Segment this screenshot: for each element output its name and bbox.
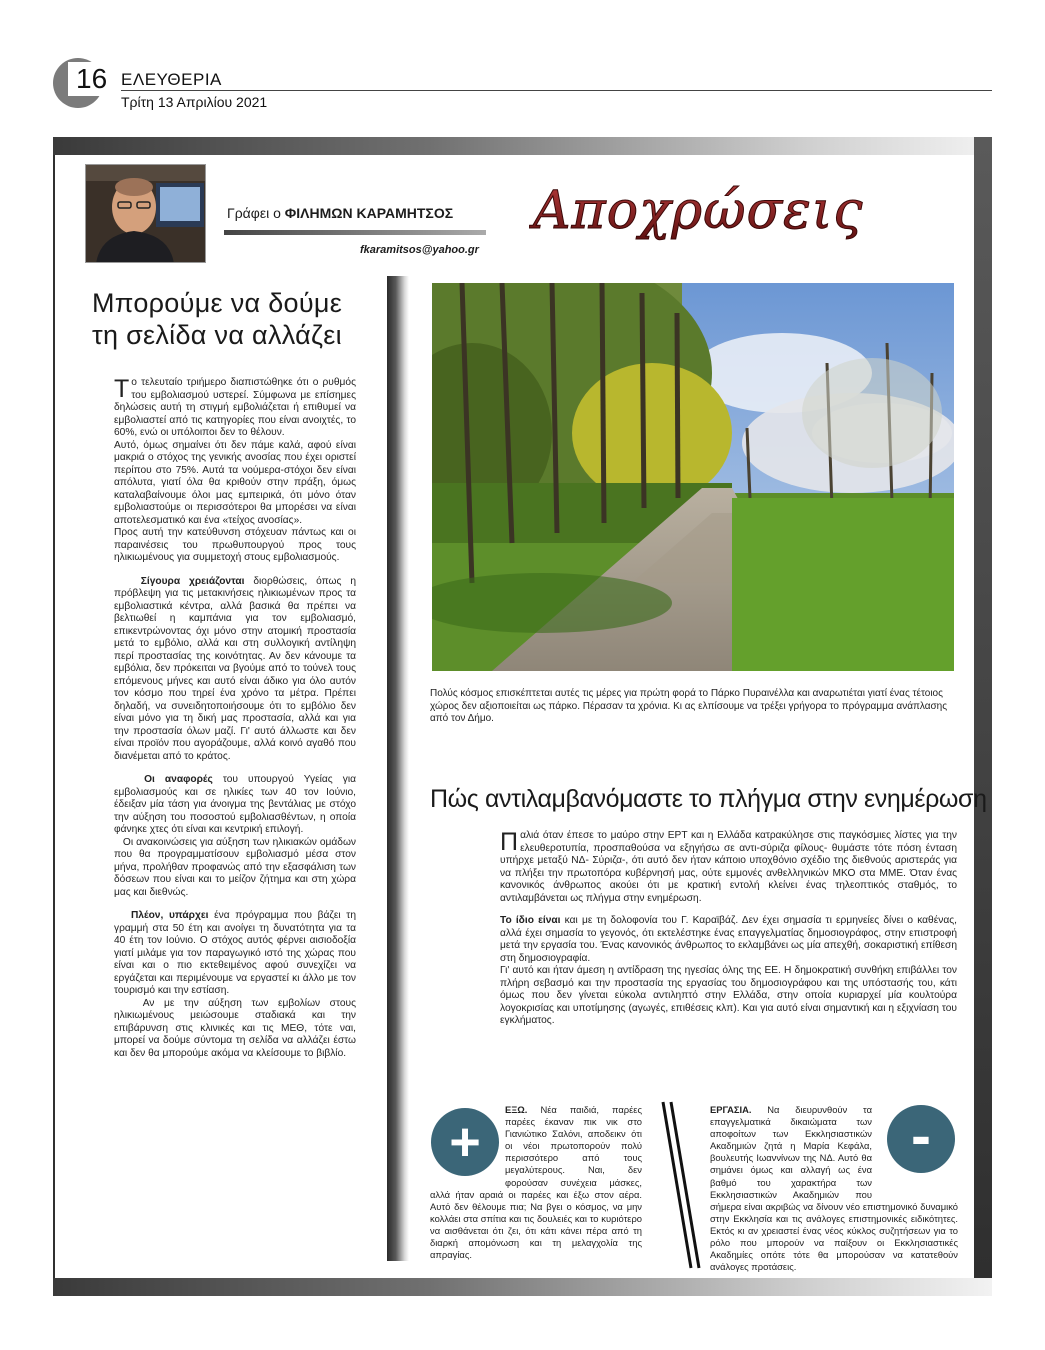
minus-icon: - xyxy=(911,1102,931,1169)
article2-title: Πώς αντιλαμβανόμαστε το πλήγμα στην ενημέρωση xyxy=(430,785,987,813)
double-slash-divider xyxy=(655,1100,705,1270)
drop-cap: Τ xyxy=(114,375,130,403)
con-note: ΕΡΓΑΣΙΑ. Να διευρυνθούν τα επαγγελματικά δικαιώματα των αποφοίτων των Εκκλησιαστικών Ακαδημιών ζητά η Μαρία Κεφάλα, βουλευτής Ιωαννίνων της ΝΔ. Αυτό θα σημάνει όμως και αλλαγή ως ένα βαθμό του χαρακτήρα των Εκκλησιαστικών Ακαδημιών που σήμερα είναι ακριβώς να δίνουν νέο επιστημονικό δυναμικό στην Εκκλησία και τις ανάλογες επιστημονικές ειδικότητες. Εκτός κι αν χρειαστεί ένας νέος κύκλος συζητήσεων για το ρόλο που μπορούν να παίξουν οι Εκκλησιαστικές Ακαδημίες οπότε τότε θα μπορούσαν να κατατεθούν ανάλογες προτάσεις. xyxy=(710,1104,958,1273)
right-border xyxy=(974,137,992,1296)
author-photo xyxy=(85,164,206,263)
page-number: 16 xyxy=(68,62,118,96)
byline: Γράφει ο ΦΙΛΗΜΩΝ ΚΑΡΑΜΗΤΣΟΣ xyxy=(227,205,454,221)
left-border xyxy=(53,155,55,1278)
photo-caption: Πολύς κόσμος επισκέπτεται αυτές τις μέρες για πρώτη φορά το Πάρκο Πυραινέλλα και αναρωτιέται γιατί ένας τέτοιος χώρος δεν αξιοποιείται ως πάρκο. Πέρασαν τα χρόνια. Κι ας ελπίσουμε να τρέξει γρήγορα το πρόγραμμα ανάπλασης από τον Δήμο. xyxy=(430,688,948,724)
svg-text:Αποχρώσεις: Αποχρώσεις xyxy=(533,181,864,241)
header-rule xyxy=(121,90,992,91)
plus-icon: + xyxy=(449,1112,481,1172)
bottom-band xyxy=(53,1278,992,1296)
pro-note: ΕΞΩ. Νέα παιδιά, παρέες παρέες έκαναν πικ νικ στο Γιανιώτικο Σαλόνι, αποδεικν ότι οι νέοι πρωτοπορούν πολύ περισσότερο από τους μεγαλύτερους. Ναι, δεν φορούσαν συνέχεια μάσκες, αλλά ήταν αραιά οι παρέες και έξω στον αέρα. Αυτό δεν θέλουμε πια; Να βγει ο κόσμος, να μην κολλάει στα σπίτια και τις δουλειές και το κυριότερο να αισθάνεται ότι ζει, ότι κάτι κάνει πέρα από τη διαρκή απομόνωση και τη μελαγχολία της απραγίας. xyxy=(430,1104,642,1261)
article1-body: Το τελευταίο τριήμερο διαπιστώθηκε ότι ο ρυθμός του εμβολιασμού υστερεί. Σύμφωνα με επίσημες δηλώσεις αυτή τη στιγμή εμβολιάζεται ή επιθυμεί να εμβολιαστεί από τις κατηγορίες που είναι ανοιχτές, το 60%, ενώ οι υπόλοιποι δεν το θέλουν. Αυτό, όμως σημαίνει ότι δεν πάμε καλά, αφού είναι μακριά ο στόχος της γενικής ανοσίας που έχει οριστεί περίπου στο 75%. Αυτά τα νούμερα-στόχοι δεν είναι απόλυτα, γιατί όλα θα κριθούν στην πράξη, όμως καταλαβαίνουμε όλοι μας εμπειρικά, ότι μόνο όταν εμβολιαστούμε οι περισσότεροι θα μπορέσει να είναι αποτελεσματικό και ένα «τείχος ανοσίας». Προς αυτή την κατεύθυνση στόχευαν πάντως και οι παραινέσεις του πρωθυπουργού προς τους ηλικιωμένους για συμμετοχή στους εμβολιασμούς. Σίγουρα χρειάζονται διορθώσεις, όπως η πρόβλεψη για τις μετακινήσεις ηλικιωμένων προς τα εμβολιαστικά κέντρα, αλλά βασικά θα πρέπει να βελτιωθεί η καμπάνια για τον εμβολιασμό, επικεντρώνοντας όχι μόνο στην ατομική προστασία μετά το εμβόλιο, αλλά και στη συλλογική αντίληψη περί προστασίας της κοινότητας. Αν δεν κάνουμε τα εμβόλια, δεν πρόκειται να βγούμε από το τούνελ τους επόμενους μήνες και αυτό είναι άδικο για όλο αυτόν τον κόσμο που τηρεί ένα χρόνο τα μέτρα. Πρέπει δηλαδή, να συνειδητοποιήσουμε ότι το εμβόλιο δεν είναι μόνο για τη δική μας προστασία, αλλά και για την προστασία όλων μαζί. Γι' αυτό άλλωστε και δεν είναι προϊόν που αγοράζουμε, αλλά κοινό αγαθό που διανέμεται από το κράτος. Οι αναφορές του υπουργού Υγείας για εμβολιασμούς και σε ηλικίες των 40 τον Ιούνιο, έδειξαν μία τάση για άνοιγμα της βεντάλιας με στόχο την αύξηση του ποσοστού εμβολιασθέντων, η οποία φάνηκε χτες ότι είναι και κεντρική επιλογή. Οι ανακοινώσεις για αύξηση των ηλικιακών ομάδων που θα προγραμματίσουν εμβολιασμό μέσα στον μήνα, προλήθαν προφανώς από την εξασφάλιση των δόσεων που είναι και το μείζον ζήτημα και στη χώρα μας και διεθνώς. Πλέον, υπάρχει ένα πρόγραμμα που βάζει τη γραμμή στα 50 έτη και ανοίγει τη δυνατότητα για τα 40 έτη τον Ιούνιο. Ο στόχος αυτός φέρνει αισιοδοξία γιατί μιλάμε για τον παραγωγικό ιστό της χώρας που είναι και ο πιο εκτεθειμένος αφού συνεχίζει να εργάζεται και περιμένουμε να εργαστεί κι άλλο με τον τουρισμό και την εστίαση. Αν με την αύξηση των εμβολίων στους ηλικιωμένους μειώσουμε σταδιακά και την επιβάρυνση στις κλινικές και τις ΜΕΘ, τότε ναι, μπορεί να δούμε σύντομα τη σελίδα να αλλάζει έστω και δεν θα μπορούμε ακόμα να κλείσουμε το βιβλίο. xyxy=(114,375,356,1059)
issue-date: Τρίτη 13 Απριλίου 2021 xyxy=(121,94,268,110)
park-photo xyxy=(432,283,954,671)
author-email[interactable]: fkaramitsos@yahoo.gr xyxy=(360,244,479,256)
paper-name: ΕΛΕΥΘΕΡΙΑ xyxy=(121,70,222,89)
article1-title: Μπορούμε να δούμε τη σελίδα να αλλάζει xyxy=(92,288,343,350)
top-band xyxy=(53,137,992,155)
author-name: ΦΙΛΗΜΩΝ ΚΑΡΑΜΗΤΣΟΣ xyxy=(284,205,454,221)
article2-body: Παλιά όταν έπεσε το μαύρο στην ΕΡΤ και η Ελλάδα κατρακύλησε στις παγκόσμιες λίστες για την ελευθεροτυπία, προσπαθούσα να εξηγήσω σε αντι-σύριζα φίλους- θυμάστε τότε πόση ένταση υπήρχε μεταξύ ΝΔ- Σύριζα-, ότι αυτό δεν ήταν κάποιο υποχθόνιο σχέδιο της διεθνούς αριστεράς για να πλήξει την πρωτοπόρα κυβέρνησή μας, ούτε εμμονές ανθελληνικών ΜΚΟ στα ΜΜΕ. Όταν ένας κανονικός άνθρωπος ακούει ότι με κρατική εντολή κλείνει ένας τηλεοπτικός σταθμός, το αντιλαμβάνεται ως πλήγμα στην ενημέρωση. Το ίδιο είναι και με τη δολοφονία του Γ. Καραϊβάζ. Δεν έχει σημασία τι ερμηνείες δίνει ο καθένας, αλλά έχει σημασία το γεγονός, ότι εκτελέστηκε ένας επαγγελματίας δημοσιογράφος, στην επιστροφή μετά την εργασία του. Ένας κανονικός άνθρωπος το εκλαμβάνει ως μία απεχθή, σοκαριστική επίθεση στη δημοσιογραφία. Γι' αυτό και ήταν άμεση η αντίδραση της ηγεσίας όλης της ΕΕ. Η δημοκρατική συνθήκη επιβάλλει τον πλήρη σεβασμό και την προστασία της εργασίας του δημοσιογράφου και της υπόστασής του, κάτι όμως που δεν γίνεται εύκολα αντιληπτό στην Ελλάδα, στην οποία κυριαρχεί μία κουλτούρα λογοκρισίας και υποτίμησης (αγωγές, επιθέσεις κλπ). Και για αυτό είναι σημαντική και η εξιχνίαση του εγκλήματος. xyxy=(500,828,957,1026)
byline-rule xyxy=(224,230,486,235)
column-logo xyxy=(529,178,909,248)
drop-cap: Π xyxy=(500,828,519,856)
column-separator xyxy=(387,276,409,1261)
